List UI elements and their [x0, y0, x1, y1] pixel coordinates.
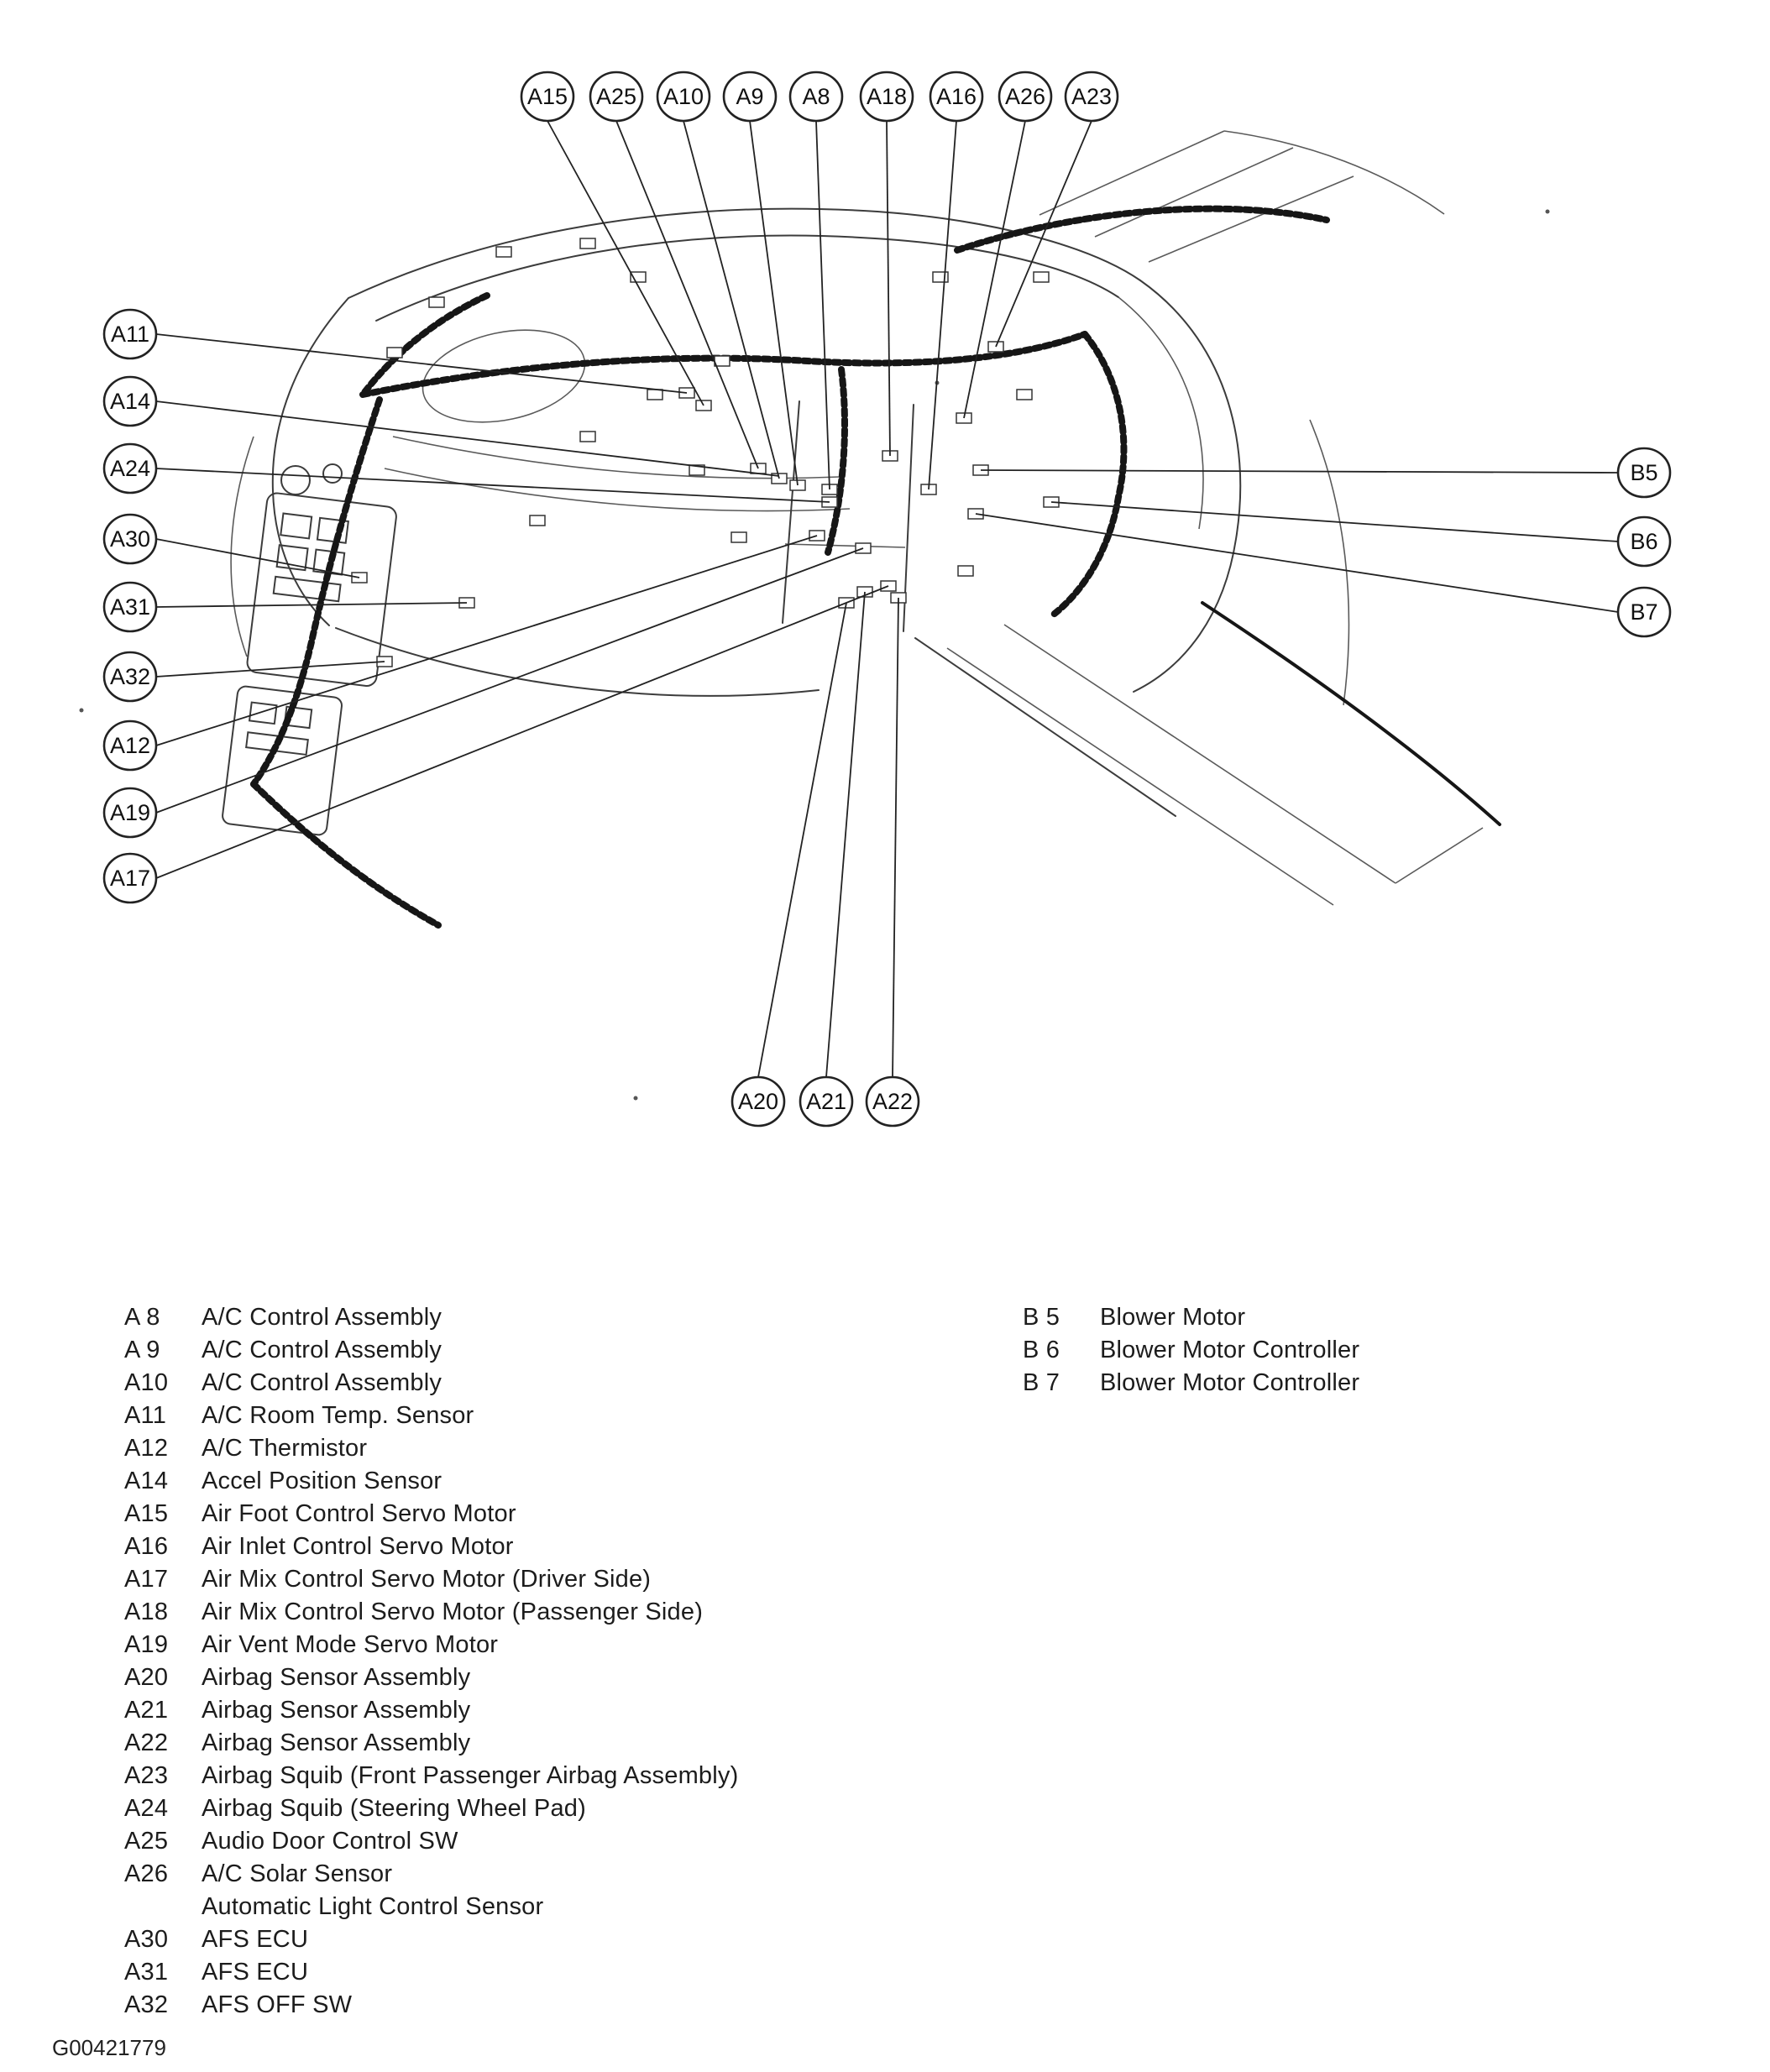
legend-row — [124, 1694, 738, 1727]
component-code: A 8 — [124, 1304, 160, 1331]
component-label: A/C Control Assembly — [202, 1337, 442, 1363]
callout-label: A17 — [109, 866, 151, 891]
callout-b6 — [1051, 502, 1670, 566]
legend-row — [124, 1596, 738, 1629]
callout-a21 — [800, 592, 865, 1126]
leader-line — [816, 121, 830, 489]
callout-a22 — [867, 598, 919, 1126]
callout-label: A9 — [736, 84, 764, 109]
component-code: B 6 — [1023, 1337, 1060, 1363]
component-code: A20 — [124, 1664, 169, 1691]
component-label: A/C Control Assembly — [202, 1304, 442, 1331]
callout-label: A21 — [805, 1089, 847, 1114]
leader-line — [826, 592, 865, 1077]
legend-row — [124, 1727, 738, 1760]
component-code: A19 — [124, 1631, 169, 1658]
leader-line — [156, 548, 863, 813]
component-label: AFS ECU — [202, 1959, 309, 1986]
legend-row — [124, 1923, 738, 1956]
legend-row — [124, 1858, 738, 1891]
callout-a12 — [104, 536, 817, 770]
component-label: A/C Room Temp. Sensor — [202, 1402, 474, 1429]
leader-line — [750, 121, 798, 485]
component-label: Air Mix Control Servo Motor (Driver Side) — [202, 1566, 652, 1593]
legend-row — [124, 1367, 738, 1400]
component-label: Blower Motor Controller — [1100, 1337, 1360, 1363]
legend-components-a — [124, 1301, 738, 2022]
leader-line — [616, 121, 758, 468]
callout-a17 — [104, 586, 888, 903]
callout-label: A19 — [109, 800, 151, 825]
callout-a18 — [861, 72, 913, 456]
component-code: A32 — [124, 1991, 169, 2018]
component-code: A15 — [124, 1500, 169, 1527]
component-label: A/C Solar Sensor — [202, 1860, 393, 1887]
component-code: A30 — [124, 1926, 169, 1953]
legend-row — [124, 1563, 738, 1596]
callout-label: B6 — [1630, 529, 1658, 554]
legend-row — [124, 1334, 738, 1367]
legend-row — [124, 1432, 738, 1465]
callout-label: A20 — [737, 1089, 779, 1114]
legend-row — [124, 1989, 738, 2022]
component-code: A22 — [124, 1729, 169, 1756]
component-label: Airbag Sensor Assembly — [202, 1729, 471, 1756]
callout-a9 — [724, 72, 798, 485]
component-label: Air Inlet Control Servo Motor — [202, 1533, 514, 1560]
leader-line — [981, 470, 1618, 473]
component-label: AFS ECU — [202, 1926, 309, 1953]
component-code: A26 — [124, 1860, 169, 1887]
legend-components-b — [1023, 1301, 1359, 1400]
component-label: A/C Control Assembly — [202, 1369, 442, 1396]
callout-a31 — [104, 583, 467, 631]
component-code: A12 — [124, 1435, 169, 1462]
legend-row — [124, 1465, 738, 1498]
leader-line — [887, 121, 890, 456]
legend-row — [1023, 1334, 1359, 1367]
leader-line — [758, 603, 846, 1077]
callout-a25 — [590, 72, 758, 468]
component-label: Air Mix Control Servo Motor (Passenger Side) — [202, 1598, 704, 1625]
legend-row — [124, 1661, 738, 1694]
component-code: A 9 — [124, 1337, 160, 1363]
callout-label: A24 — [109, 456, 151, 481]
legend-row — [124, 1760, 738, 1792]
legend-row — [124, 1301, 738, 1334]
component-code: A25 — [124, 1828, 169, 1855]
document-id: G00421779 — [52, 2035, 166, 2060]
legend-row — [124, 1891, 738, 1923]
legend-row — [124, 1956, 738, 1989]
callout-label: A8 — [802, 84, 830, 109]
callout-b7 — [976, 514, 1670, 636]
component-code: A16 — [124, 1533, 169, 1560]
callout-label: A16 — [935, 84, 977, 109]
component-code: B 7 — [1023, 1369, 1060, 1396]
callout-label: A25 — [595, 84, 637, 109]
component-label: Airbag Sensor Assembly — [202, 1664, 471, 1691]
component-code: A24 — [124, 1795, 169, 1822]
callout-label: A31 — [109, 594, 151, 620]
component-code: A18 — [124, 1598, 169, 1625]
legend-row — [124, 1792, 738, 1825]
leader-line — [683, 121, 779, 479]
leader-line — [893, 598, 898, 1077]
component-label: Blower Motor Controller — [1100, 1369, 1360, 1396]
component-code: A11 — [124, 1402, 167, 1429]
legend-row — [124, 1530, 738, 1563]
callout-a10 — [657, 72, 779, 479]
legend-row — [1023, 1367, 1359, 1400]
component-label: Airbag Sensor Assembly — [202, 1697, 471, 1724]
leader-line — [929, 121, 956, 489]
callout-label: A22 — [872, 1089, 914, 1114]
component-code: A14 — [124, 1468, 169, 1494]
legend-row — [124, 1629, 738, 1661]
component-label: A/C Thermistor — [202, 1435, 368, 1462]
callout-label: A12 — [109, 733, 151, 758]
component-label: Airbag Squib (Steering Wheel Pad) — [202, 1795, 586, 1822]
component-label: Accel Position Sensor — [202, 1468, 442, 1494]
component-label: Audio Door Control SW — [202, 1828, 458, 1855]
component-label: Blower Motor — [1100, 1304, 1246, 1331]
callout-a32 — [104, 652, 385, 701]
component-label: Air Vent Mode Servo Motor — [202, 1631, 499, 1658]
component-code: A31 — [124, 1959, 169, 1986]
callout-label: A23 — [1071, 84, 1113, 109]
component-label: AFS OFF SW — [202, 1991, 353, 2018]
component-label: Airbag Squib (Front Passenger Airbag Assembly) — [202, 1762, 739, 1789]
component-code: A23 — [124, 1762, 169, 1789]
component-code: A17 — [124, 1566, 169, 1593]
component-code: A21 — [124, 1697, 169, 1724]
callout-label: A18 — [866, 84, 908, 109]
legend-row — [124, 1400, 738, 1432]
callout-a19 — [104, 548, 863, 837]
component-label: Air Foot Control Servo Motor — [202, 1500, 516, 1527]
callout-label: A15 — [526, 84, 568, 109]
callout-label: A26 — [1004, 84, 1046, 109]
leader-line — [156, 468, 830, 502]
callout-label: A30 — [109, 526, 151, 552]
component-code: B 5 — [1023, 1304, 1060, 1331]
callout-label: A10 — [662, 84, 704, 109]
callout-b5 — [981, 448, 1670, 497]
callout-a15 — [521, 72, 704, 406]
callout-a24 — [104, 444, 830, 502]
callout-label: A14 — [109, 389, 151, 414]
leader-line — [964, 121, 1025, 418]
callout-label: B5 — [1630, 460, 1658, 485]
component-code: A10 — [124, 1369, 169, 1396]
legend-row — [1023, 1301, 1359, 1334]
callout-label: A11 — [110, 322, 150, 347]
component-label: Automatic Light Control Sensor — [202, 1893, 544, 1920]
leader-line — [156, 401, 779, 476]
leader-line — [156, 536, 817, 746]
callout-label: B7 — [1630, 599, 1658, 625]
legend-row — [124, 1498, 738, 1530]
callout-label: A32 — [109, 664, 151, 689]
leader-line — [1051, 502, 1618, 542]
legend-row — [124, 1825, 738, 1858]
